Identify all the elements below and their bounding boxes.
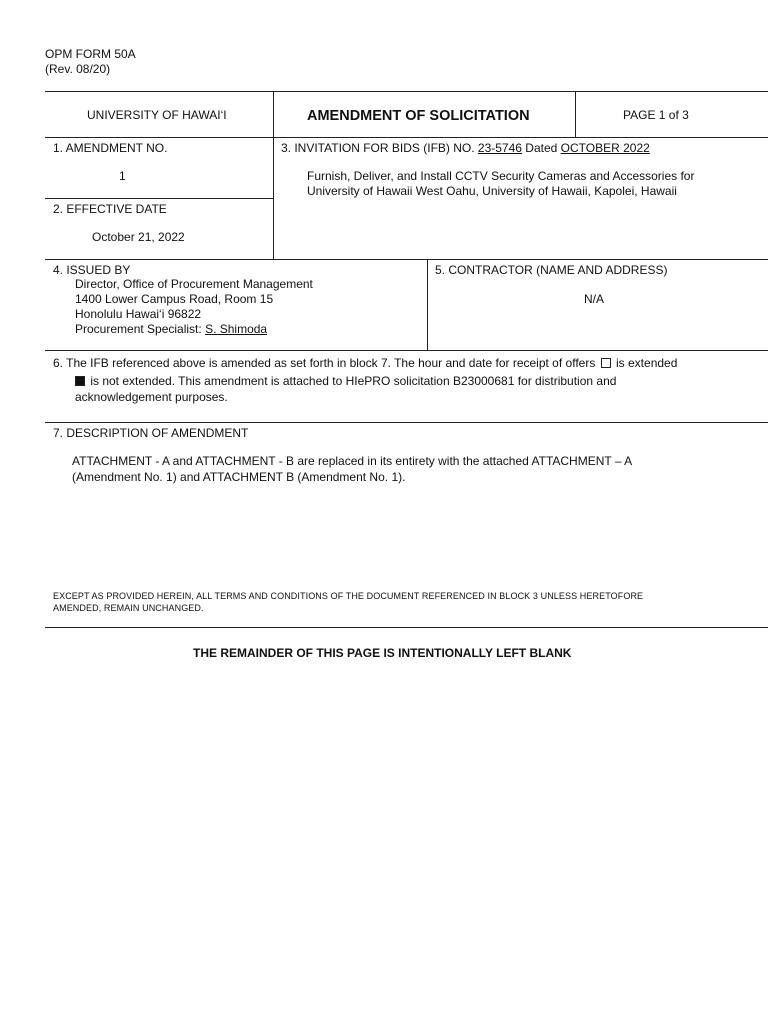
procurement-specialist	[75, 322, 267, 336]
block6-line1	[53, 356, 677, 370]
block6-text-b: is extended	[612, 356, 678, 370]
block6-bottom-rule	[45, 422, 768, 423]
contractor-value: N/A	[584, 292, 605, 306]
description-line2: (Amendment No. 1) and ATTACHMENT B (Amendment No. 1).	[72, 470, 406, 484]
effective-date-label: 2. EFFECTIVE DATE	[53, 202, 167, 216]
amendment-no-label: 1. AMENDMENT NO.	[53, 141, 168, 155]
amendment-no-value: 1	[119, 169, 126, 183]
ifb-dated-label: Dated	[521, 141, 561, 155]
block6-line3: acknowledgement purposes.	[75, 390, 228, 404]
extended-checkbox[interactable]	[601, 358, 611, 368]
form-revision: (Rev. 08/20)	[45, 62, 111, 76]
title-page-divider	[575, 91, 576, 137]
block6-line2	[75, 374, 616, 388]
issued-by-line1: Director, Office of Procurement Management	[75, 277, 313, 291]
description-label: 7. DESCRIPTION OF AMENDMENT	[53, 426, 249, 440]
university-name: UNIVERSITY OF HAWAI‘I	[87, 108, 227, 122]
header-bottom-rule	[45, 137, 768, 138]
block4-bottom-rule	[45, 350, 768, 351]
specialist-name: S. Shimoda	[205, 322, 268, 336]
form-number: OPM FORM 50A	[45, 47, 136, 61]
header-top-rule	[45, 91, 768, 92]
blank-notice: THE REMAINDER OF THIS PAGE IS INTENTIONALLY LEFT BLANK	[193, 646, 572, 660]
left-column-divider	[273, 91, 274, 259]
ifb-dated-value: OCTOBER 2022	[560, 141, 650, 155]
block6-text-a: 6. The IFB referenced above is amended as set forth in block 7. The hour and date for receipt of offers	[53, 356, 596, 370]
ifb-description-line1: Furnish, Deliver, and Install CCTV Security Cameras and Accessories for	[307, 169, 695, 183]
form-bottom-rule	[45, 627, 768, 628]
block1-block2-rule	[45, 198, 273, 199]
ifb-prefix: 3. INVITATION FOR BIDS (IFB) NO.	[281, 141, 478, 155]
effective-date-value: October 21, 2022	[92, 230, 185, 244]
block3-bottom-rule	[45, 259, 768, 260]
issued-by-line3: Honolulu Hawai‘i 96822	[75, 307, 202, 321]
description-line1: ATTACHMENT - A and ATTACHMENT - B are replaced in its entirety with the attached ATTACHMENT – A	[72, 454, 633, 468]
ifb-description-line2: University of Hawaii West Oahu, University of Hawaii, Kapolei, Hawaii	[307, 184, 677, 198]
except-clause-line1: EXCEPT AS PROVIDED HEREIN, ALL TERMS AND CONDITIONS OF THE DOCUMENT REFERENCED IN BLOCK 3 UNLESS HERETOFORE	[53, 591, 644, 601]
contractor-label: 5. CONTRACTOR (NAME AND ADDRESS)	[435, 263, 668, 277]
specialist-label: Procurement Specialist:	[75, 322, 206, 336]
block6-text-c: is not extended. This amendment is attached to HIePRO solicitation B23000681 for distribution and	[87, 374, 617, 388]
page-title: AMENDMENT OF SOLICITATION	[307, 108, 530, 124]
not-extended-checkbox[interactable]	[75, 376, 85, 386]
issued-by-line2: 1400 Lower Campus Road, Room 15	[75, 292, 274, 306]
except-clause-line2: AMENDED, REMAIN UNCHANGED.	[53, 603, 204, 613]
ifb-line	[281, 141, 650, 155]
issued-by-label: 4. ISSUED BY	[53, 263, 131, 277]
block4-block5-divider	[427, 259, 428, 350]
ifb-number: 23-5746	[477, 141, 522, 155]
page-number: PAGE 1 of 3	[623, 108, 689, 122]
